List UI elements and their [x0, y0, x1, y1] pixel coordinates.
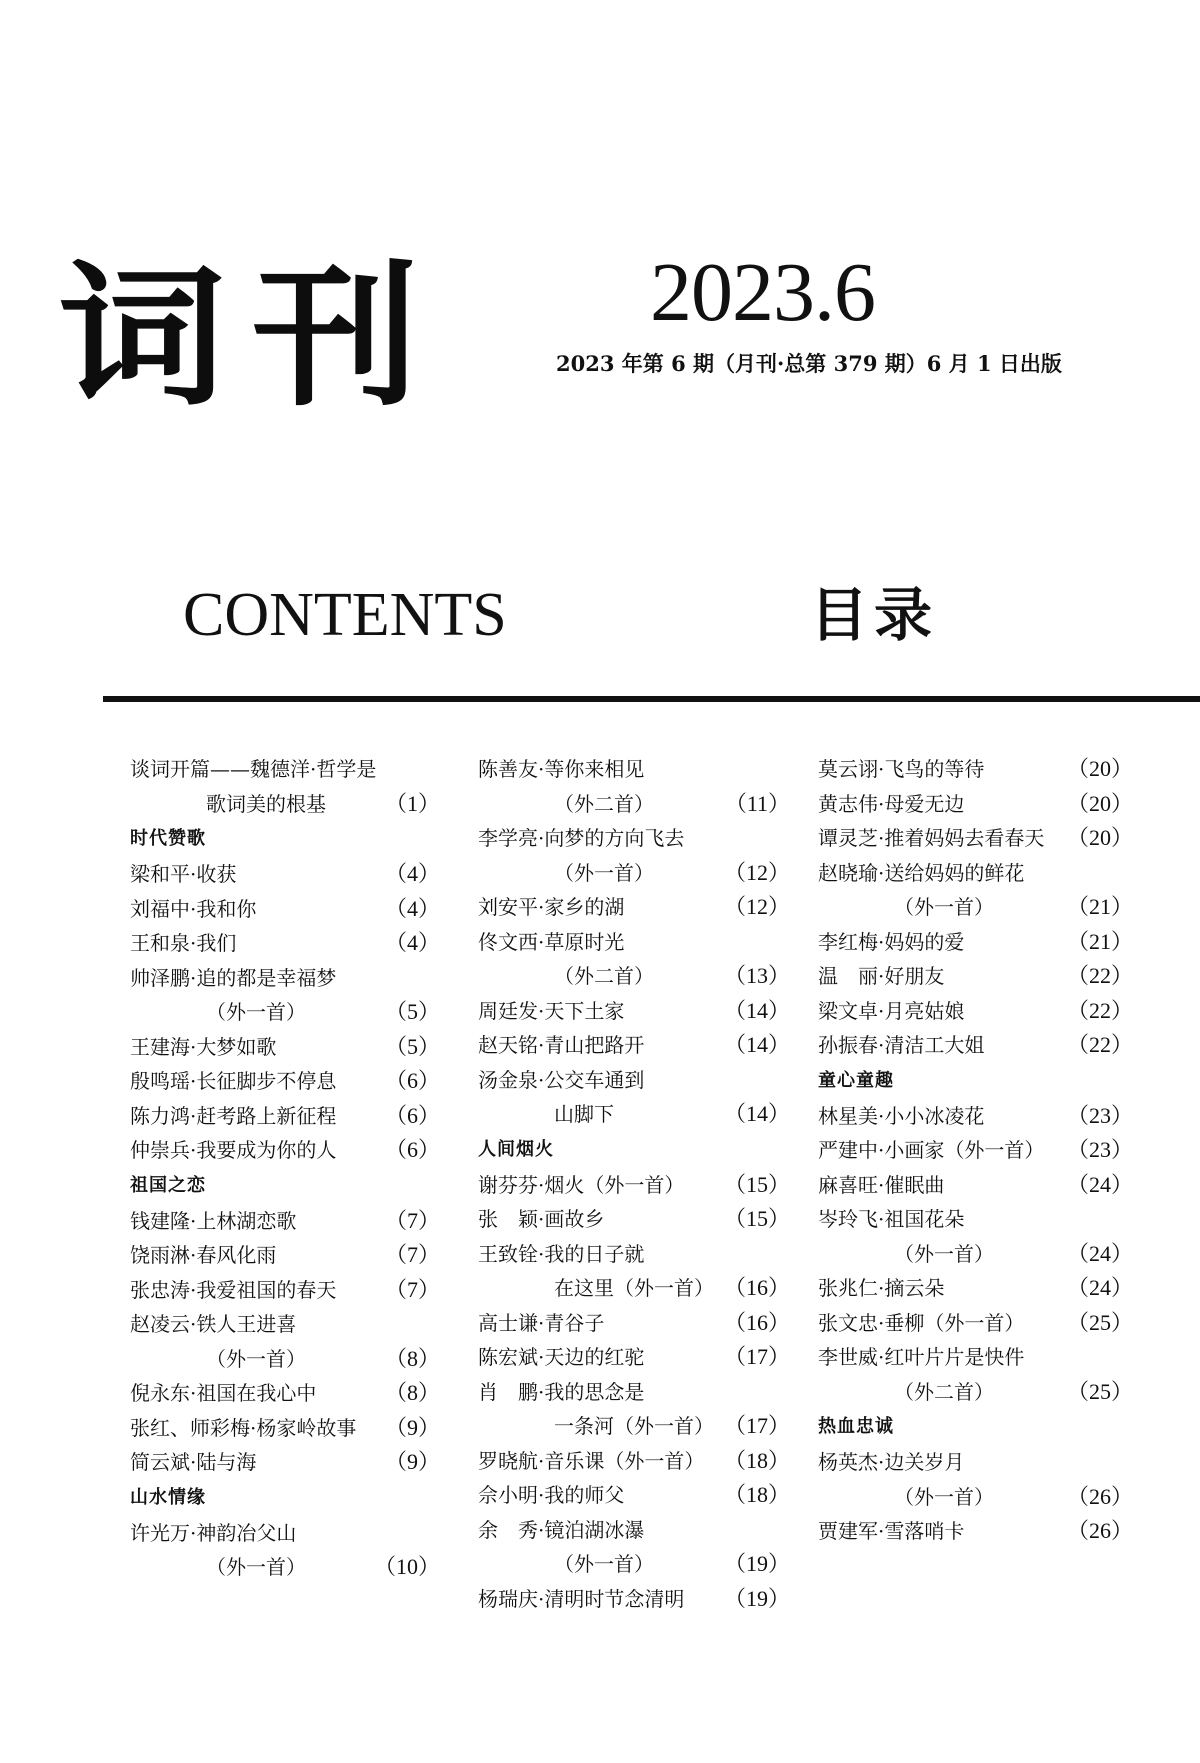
toc-entry-title-continued: 在这里（外一首）: [554, 1276, 714, 1300]
toc-entry-title: 许光万·神韵冶父山: [130, 1520, 297, 1545]
toc-entry-title: 仲崇兵·我要成为你的人: [130, 1138, 337, 1162]
toc-entry-title-continued: 山脚下: [554, 1102, 614, 1126]
toc-page-number: （20）: [1066, 790, 1133, 816]
toc-entry: [818, 1340, 1133, 1409]
toc-entry-title: 赵天铭·青山把路开: [478, 1033, 645, 1057]
toc-entry: [478, 925, 790, 994]
toc-entry: [130, 1204, 440, 1239]
toc-entry-title: 黄志伟·母爱无边: [818, 791, 965, 816]
toc-entry-line: [130, 1099, 440, 1134]
toc-page-number: （6）: [384, 1137, 440, 1162]
toc-entry-title-continued: （外一首）: [206, 1555, 306, 1579]
toc-entry-line: [478, 925, 790, 960]
toc-page-number: （8）: [384, 1345, 440, 1371]
toc-entry: [478, 1375, 790, 1444]
toc-page-number: （4）: [384, 895, 440, 921]
toc-page-number: （17）: [723, 1344, 790, 1369]
toc-entry-line: [478, 1582, 790, 1617]
toc-entry-line: [478, 1271, 790, 1306]
toc-entry-title-continued: 一条河（外一首）: [554, 1414, 714, 1438]
toc-section-heading: 童心童趣: [818, 1069, 894, 1091]
toc-entry: [130, 1133, 440, 1168]
toc-entry-line: [478, 1202, 790, 1237]
toc-page-number: （9）: [384, 1449, 440, 1474]
toc-entry-line: [818, 1099, 1133, 1134]
toc-entry-line: [130, 1030, 440, 1065]
toc-page-number: （20）: [1066, 756, 1133, 781]
toc-page-number: （22）: [1066, 997, 1133, 1023]
toc-entry: [130, 1516, 440, 1585]
toc-page-number: （10）: [373, 1554, 440, 1579]
toc-page-number: （6）: [384, 1068, 440, 1093]
toc-entry-line: [478, 1513, 790, 1548]
toc-entry-line: [818, 856, 1133, 891]
toc-page-number: （17）: [723, 1413, 790, 1438]
toc-entry-title: 周廷发·天下土家: [478, 998, 625, 1023]
toc-entry-title-continued: （外二首）: [894, 1379, 994, 1404]
toc-entry-title: 岑玲飞·祖国花朵: [818, 1207, 965, 1231]
toc-page-number: （8）: [384, 1380, 440, 1405]
toc-entry: [818, 1168, 1133, 1203]
toc-entry-line: [818, 959, 1133, 994]
toc-entry-line: [478, 1340, 790, 1375]
toc-entry-title: 贾建军·雪落哨卡: [818, 1519, 965, 1543]
toc-entry-title: 陈宏斌·天边的红驼: [478, 1345, 645, 1369]
toc-entry-title: 王和泉·我们: [130, 931, 237, 955]
toc-page-number: （12）: [723, 859, 790, 885]
toc-entry-title: 杨英杰·边关岁月: [818, 1450, 965, 1474]
toc-entry-title: 梁文卓·月亮姑娘: [818, 998, 965, 1023]
toc-page-number: （4）: [384, 861, 440, 886]
toc-entry-title: 孙振春·清洁工大姐: [818, 1033, 985, 1057]
toc-entry-line: [130, 1307, 440, 1342]
toc-entry: [818, 959, 1133, 994]
toc-section-heading: 热血忠诚: [818, 1416, 894, 1437]
toc-page-number: （20）: [1066, 825, 1133, 850]
toc-entry-line: [130, 1550, 440, 1585]
toc-page-number: （18）: [723, 1482, 790, 1507]
toc-entry-title: 李学亮·向梦的方向飞去: [478, 826, 685, 850]
toc-entry-line: [818, 994, 1133, 1029]
toc-entry-title: 陈善友·等你来相见: [478, 757, 645, 781]
toc-entry-title: 刘安平·家乡的湖: [478, 895, 625, 919]
toc-entry: [478, 1513, 790, 1582]
heading-divider: [103, 696, 1200, 702]
toc-entry-line: [130, 1064, 440, 1099]
toc-column-1: [130, 752, 440, 1585]
toc-entry-title: 张 颖·画故乡: [478, 1207, 605, 1231]
toc-entry-line: [478, 1063, 790, 1098]
toc-entry-title: 赵晓瑜·送给妈妈的鲜花: [818, 860, 1025, 885]
toc-page-number: （5）: [384, 999, 440, 1024]
toc-entry: [130, 961, 440, 1030]
toc-entry: [478, 1306, 790, 1341]
toc-page-number: （15）: [723, 1171, 790, 1197]
toc-entry: [818, 1133, 1133, 1168]
toc-entry-line: [130, 857, 440, 892]
toc-page-number: （11）: [724, 790, 790, 816]
toc-entry-line: [130, 995, 440, 1030]
toc-entry-line: [130, 926, 440, 961]
toc-entry: [478, 890, 790, 925]
toc-entry: [818, 1514, 1133, 1549]
toc-entry-title-continued: （外一首）: [554, 860, 654, 885]
toc-entry-line: [478, 1237, 790, 1272]
toc-entry-line: [130, 1204, 440, 1239]
toc-entry-title: 杨瑞庆·清明时节念清明: [478, 1586, 685, 1611]
toc-entry: [130, 1411, 440, 1446]
toc-page-number: （13）: [723, 963, 790, 988]
toc-entry-title: 高士谦·青谷子: [478, 1310, 605, 1335]
toc-section-heading: 人间烟火: [478, 1138, 554, 1160]
toc-entry: [478, 1063, 790, 1132]
issue-detail: 2023 年第 6 期（月刊·总第 379 期）6 月 1 日出版: [556, 351, 1062, 376]
toc-entry-title: 佟文西·草原时光: [478, 929, 625, 954]
toc-entry-line: [818, 1375, 1133, 1410]
toc-page-number: （22）: [1066, 963, 1133, 988]
toc-entry-line: [818, 787, 1133, 822]
toc-page-number: （9）: [384, 1414, 440, 1440]
toc-entry-line: [818, 821, 1133, 856]
toc-page-number: （23）: [1066, 1137, 1133, 1162]
toc-entry: [478, 752, 790, 821]
toc-entry-line: [818, 1306, 1133, 1341]
toc-entry: [130, 1030, 440, 1065]
toc-entry: [478, 1237, 790, 1306]
toc-entry-title: 温 丽·好朋友: [818, 964, 945, 988]
toc-entry-title: 张文忠·垂柳（外一首）: [818, 1310, 1025, 1335]
toc-page-number: （24）: [1066, 1171, 1133, 1197]
toc-entry-title: 帅泽鹏·追的都是幸福梦: [130, 965, 337, 990]
toc-entry: [130, 1445, 440, 1480]
toc-entry: [130, 926, 440, 961]
toc-entry-line: [478, 787, 790, 822]
toc-entry: [130, 1238, 440, 1273]
toc-entry-line: [478, 1028, 790, 1063]
toc-entry-line: [818, 1237, 1133, 1272]
toc-entry-line: [818, 890, 1133, 925]
toc-entry-line: [478, 856, 790, 891]
toc-entry-title: 李红梅·妈妈的爱: [818, 929, 965, 954]
toc-entry-title: 李世威·红叶片片是快件: [818, 1345, 1025, 1369]
toc-entry-line: [130, 1376, 440, 1411]
toc-column-2: [478, 752, 790, 1616]
issue-number: 2023.6: [650, 246, 875, 339]
toc-entry-line: [818, 1514, 1133, 1549]
toc-entry-line: [818, 1028, 1133, 1063]
toc-entry: [818, 1202, 1133, 1271]
toc-entry-title-continued: （外一首）: [206, 1346, 306, 1371]
toc-entry-title: 王建海·大梦如歌: [130, 1034, 277, 1059]
toc-entry-line: [478, 1306, 790, 1341]
toc-entry-title: 张忠涛·我爱祖国的春天: [130, 1277, 337, 1302]
toc-entry-line: [478, 890, 790, 925]
toc-page-number: （12）: [723, 894, 790, 919]
toc-page-number: （26）: [1066, 1518, 1133, 1543]
toc-entry: [130, 1099, 440, 1134]
toc-entry-title-continued: 歌词美的根基: [206, 791, 326, 816]
toc-entry-title: 钱建隆·上林湖恋歌: [130, 1208, 297, 1233]
toc-entry-title: 谈词开篇——魏德洋·哲学是: [130, 757, 377, 781]
toc-page-number: （7）: [384, 1242, 440, 1267]
toc-entry-title: 饶雨淋·春风化雨: [130, 1243, 277, 1267]
contents-heading-zh: 目录: [810, 581, 939, 649]
toc-entry-line: [818, 1133, 1133, 1168]
toc-entry-title: 莫云诩·飞鸟的等待: [818, 757, 985, 781]
toc-page-number: （21）: [1066, 894, 1133, 919]
toc-entry-line: [130, 892, 440, 927]
toc-page-number: （16）: [723, 1309, 790, 1335]
toc-page-number: （18）: [723, 1447, 790, 1473]
toc-entry-line: [818, 1480, 1133, 1515]
toc-entry-line: [478, 821, 790, 856]
toc-page-number: （16）: [723, 1275, 790, 1300]
toc-entry: [818, 925, 1133, 960]
toc-entry: [818, 752, 1133, 787]
toc-entry: [478, 821, 790, 890]
toc-entry-line: [478, 994, 790, 1029]
toc-page-number: （23）: [1066, 1102, 1133, 1128]
toc-entry-line: [478, 1409, 790, 1444]
toc-column-3: [818, 752, 1133, 1549]
toc-entry-title-continued: （外二首）: [554, 791, 654, 816]
toc-entry: [818, 787, 1133, 822]
toc-entry-line: [478, 1547, 790, 1582]
toc-entry: [818, 1306, 1133, 1341]
toc-entry-line: [130, 787, 440, 822]
toc-section-heading: 山水情缘: [130, 1486, 206, 1508]
toc-entry: [818, 1099, 1133, 1134]
toc-entry-title: 陈力鸿·赶考路上新征程: [130, 1103, 337, 1128]
toc-entry: [478, 1168, 790, 1203]
toc-page-number: （19）: [723, 1585, 790, 1611]
toc-entry-line: [478, 1168, 790, 1203]
contents-heading-en: CONTENTS: [183, 581, 507, 649]
toc-entry-line: [130, 1238, 440, 1273]
toc-entry: [130, 1064, 440, 1099]
toc-entry: [130, 892, 440, 927]
toc-entry: [130, 1376, 440, 1411]
toc-entry-line: [130, 752, 440, 787]
toc-entry: [478, 1444, 790, 1479]
toc-entry: [130, 1307, 440, 1376]
toc-entry-line: [818, 752, 1133, 787]
toc-entry-line: [818, 925, 1133, 960]
toc-entry-title: 谢芬芬·烟火（外一首）: [478, 1172, 685, 1197]
toc-entry: [818, 856, 1133, 925]
toc-page-number: （14）: [723, 1032, 790, 1057]
toc-entry-title: 张兆仁·摘云朵: [818, 1276, 945, 1300]
toc-entry-line: [478, 1097, 790, 1132]
toc-entry-line: [818, 1271, 1133, 1306]
toc-entry-title: 倪永东·祖国在我心中: [130, 1381, 317, 1405]
toc-entry-title-continued: （外一首）: [894, 1484, 994, 1509]
toc-entry-title: 赵凌云·铁人王进喜: [130, 1312, 297, 1336]
toc-page-number: （4）: [384, 930, 440, 955]
toc-entry-title: 简云斌·陆与海: [130, 1450, 257, 1474]
toc-entry-title: 佘小明·我的师父: [478, 1483, 625, 1507]
toc-entry-line: [818, 1168, 1133, 1203]
toc-page-number: （25）: [1066, 1378, 1133, 1404]
toc-entry: [818, 1445, 1133, 1514]
toc-entry: [478, 1028, 790, 1063]
toc-page-number: （5）: [384, 1033, 440, 1059]
toc-entry-line: [130, 1273, 440, 1308]
toc-page-number: （7）: [384, 1207, 440, 1233]
toc-entry-title: 刘福中·我和你: [130, 896, 257, 921]
toc-entry-line: [130, 961, 440, 996]
toc-entry-title: 罗晓航·音乐课（外一首）: [478, 1448, 705, 1473]
toc-page-number: （14）: [723, 997, 790, 1023]
toc-entry-line: [478, 752, 790, 787]
toc-entry-line: [478, 1444, 790, 1479]
toc-entry: [130, 1273, 440, 1308]
toc-entry-title: 肖 鹏·我的思念是: [478, 1379, 645, 1404]
toc-entry: [478, 994, 790, 1029]
toc-page-number: （19）: [723, 1551, 790, 1576]
toc-page-number: （7）: [384, 1276, 440, 1302]
toc-entry-line: [818, 1340, 1133, 1375]
toc-entry-title-continued: （外一首）: [894, 1241, 994, 1266]
magazine-logo: 词刊: [58, 245, 446, 428]
toc-entry: [130, 857, 440, 892]
toc-entry: [130, 752, 440, 821]
toc-entry-line: [818, 1445, 1133, 1480]
toc-page-number: （14）: [723, 1101, 790, 1126]
toc-page-number: （15）: [723, 1206, 790, 1231]
toc-entry: [818, 1028, 1133, 1063]
toc-entry-line: [130, 1342, 440, 1377]
toc-entry-title: 余 秀·镜泊湖冰瀑: [478, 1517, 645, 1542]
toc-entry-title: 王致铨·我的日子就: [478, 1241, 645, 1266]
toc-page-number: （26）: [1066, 1483, 1133, 1509]
toc-entry: [478, 1202, 790, 1237]
toc-entry-title: 张红、师彩梅·杨家岭故事: [130, 1415, 357, 1440]
toc-page-number: （22）: [1066, 1032, 1133, 1057]
toc-entry-line: [478, 1478, 790, 1513]
toc-entry: [818, 994, 1133, 1029]
toc-entry: [478, 1478, 790, 1513]
toc-entry-title: 林星美·小小冰凌花: [818, 1103, 985, 1128]
toc-page-number: （24）: [1066, 1240, 1133, 1266]
toc-section-heading: 时代赞歌: [130, 828, 206, 849]
toc-entry: [818, 1271, 1133, 1306]
toc-entry-title: 谭灵芝·推着妈妈去看春天: [818, 826, 1045, 850]
toc-entry-line: [130, 1133, 440, 1168]
toc-entry: [818, 821, 1133, 856]
toc-entry-title-continued: （外一首）: [554, 1552, 654, 1576]
toc-page-number: （21）: [1066, 928, 1133, 954]
toc-entry-line: [130, 1516, 440, 1551]
toc-entry-line: [130, 1411, 440, 1446]
toc-page-number: （24）: [1066, 1275, 1133, 1300]
toc-entry-line: [478, 959, 790, 994]
toc-page-number: （25）: [1066, 1309, 1133, 1335]
toc-page-number: （6）: [384, 1102, 440, 1128]
toc-entry-title-continued: （外一首）: [894, 895, 994, 919]
toc-entry-line: [818, 1202, 1133, 1237]
toc-entry-title-continued: （外二首）: [554, 964, 654, 988]
toc-entry-title: 梁和平·收获: [130, 862, 237, 886]
toc-entry-title: 麻喜旺·催眠曲: [818, 1172, 945, 1197]
toc-entry-title: 汤金泉·公交车通到: [478, 1067, 645, 1092]
toc-entry-line: [130, 1445, 440, 1480]
toc-section-heading: 祖国之恋: [130, 1174, 206, 1196]
toc-entry-title: 严建中·小画家（外一首）: [818, 1138, 1045, 1162]
toc-entry-title: 殷鸣瑶·长征脚步不停息: [130, 1069, 337, 1093]
toc-entry-line: [478, 1375, 790, 1410]
toc-entry-title-continued: （外一首）: [206, 1000, 306, 1024]
toc-entry: [478, 1582, 790, 1617]
toc-entry: [478, 1340, 790, 1375]
toc-page-number: （1）: [384, 790, 440, 816]
